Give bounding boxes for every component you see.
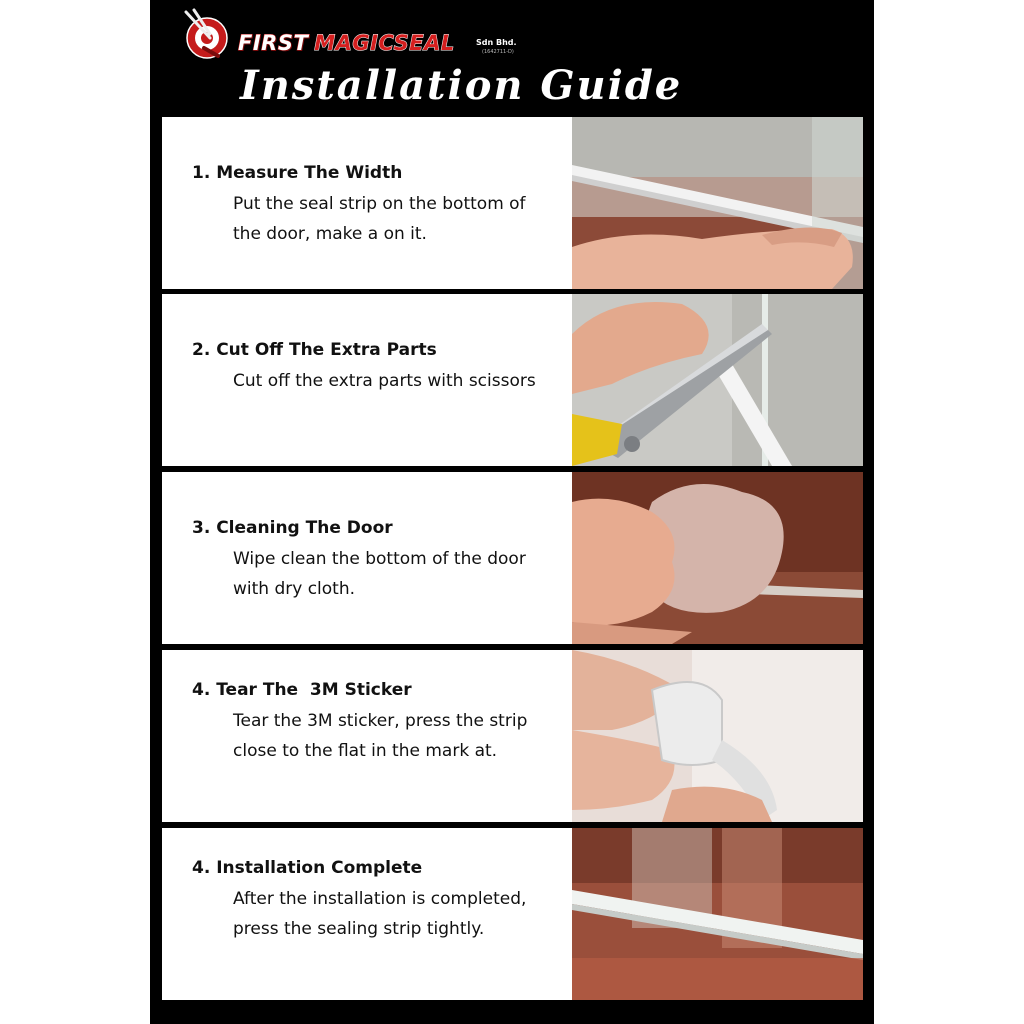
step-heading: 3. Cleaning The Door [192,518,393,538]
step-card-measure [162,117,863,289]
step-card-clean [162,472,863,644]
installed-seal-strip-photo [572,828,863,1000]
installation-guide-poster [150,0,874,1024]
page-title: Installation Guide [240,62,683,109]
step-description: Cut off the extra parts with scissors [233,371,536,391]
step-card-tear-sticker [162,650,863,822]
step-heading: 4. Installation Complete [192,858,423,878]
brand-name [238,30,455,56]
step-text [192,338,562,396]
step-heading: 1. Measure The Width [192,163,403,183]
measuring-seal-strip-photo [572,117,863,289]
step-description: After the installation is completed, press the sealing strip tightly. [233,889,527,939]
brand-name-first: FIRST [238,31,309,55]
step-text [192,856,562,944]
brand-name-second: MAGICSEAL [314,31,455,55]
brand-logo [180,8,540,60]
step-description: Tear the 3M sticker, press the strip close to the flat in the mark at. [233,711,528,761]
step-description: Wipe clean the bottom of the door with dry cloth. [233,549,526,599]
brand-suffix: Sdn Bhd. [476,38,517,47]
brand-registration: (1642711-D) [482,49,514,55]
step-heading: 4. Tear The 3M Sticker [192,680,412,700]
peeling-3m-sticker-photo [572,650,863,822]
step-card-cut [162,294,863,466]
cutting-strip-with-scissors-photo [572,294,863,466]
scissors-seal-emblem-icon [180,8,232,60]
step-description: Put the seal strip on the bottom of the door, make a on it. [233,194,526,244]
wiping-door-with-cloth-photo [572,472,863,644]
step-text [192,516,562,604]
step-card-complete [162,828,863,1000]
step-heading: 2. Cut Off The Extra Parts [192,340,437,360]
step-text [192,678,562,766]
step-text [192,161,562,249]
